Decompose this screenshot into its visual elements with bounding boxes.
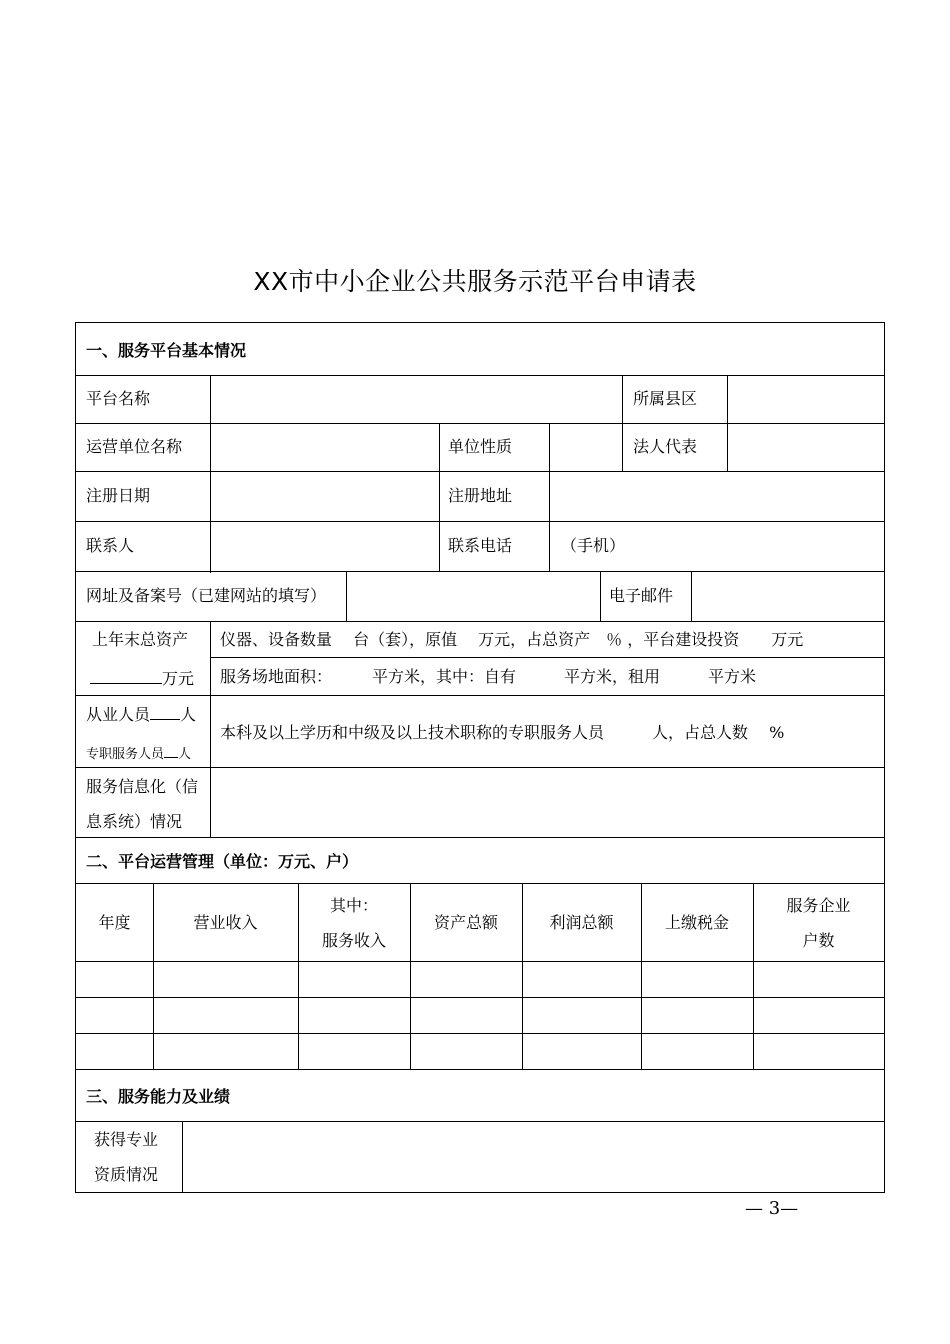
col-clients-line2: 户数 [802, 931, 835, 950]
staff-line [86, 705, 196, 725]
operator-name-label: 运营单位名称 [86, 437, 183, 456]
reg-address-label: 注册地址 [448, 486, 513, 505]
contact-label: 联系人 [86, 536, 135, 555]
reg-date-label: 注册日期 [86, 486, 151, 505]
unit-nature-label: 单位性质 [448, 437, 513, 456]
section3-heading: 三、服务能力及业绩 [86, 1087, 231, 1106]
assets-unit-line [90, 667, 194, 689]
info-label-line1: 服务信息化（信 [86, 777, 199, 796]
col-service-line2: 服务收入 [321, 931, 386, 950]
qualification-label-line1: 获得专业 [94, 1130, 159, 1149]
info-label-line2: 息系统）情况 [86, 812, 183, 831]
col-service-line1: 其中： [329, 896, 378, 915]
county-label: 所属县区 [633, 389, 698, 408]
col-tax: 上缴税金 [664, 913, 729, 932]
legal-rep-label: 法人代表 [633, 437, 698, 456]
phone-hint: （手机） [561, 536, 626, 555]
equipment-line: 仪器、设备数量 台（套），原值 万元，占总资产 ％ ，平台建设投资 万元 [220, 630, 804, 649]
assets-label: 上年末总资产 [92, 630, 189, 649]
assets-unit: 万元 [162, 669, 195, 688]
email-label: 电子邮件 [609, 586, 674, 605]
col-assets: 资产总额 [433, 913, 498, 932]
staff-detail: 本科及以上学历和中级及以上技术职称的专职服务人员 人，占总人数 % [220, 723, 785, 742]
col-clients-line1: 服务企业 [786, 896, 851, 915]
col-revenue: 营业收入 [193, 913, 258, 932]
section2-heading: 二、平台运营管理（单位：万元、户） [86, 852, 359, 871]
platform-name-label: 平台名称 [86, 389, 151, 408]
contact-phone-label: 联系电话 [448, 536, 513, 555]
application-form [75, 322, 885, 1193]
col-profit: 利润总额 [549, 913, 614, 932]
website-label: 网址及备案号（已建网站的填写） [86, 586, 327, 605]
area-line: 服务场地面积： 平方米，其中：自有 平方米，租用 平方米 [220, 667, 757, 686]
page-number: — 3— [745, 1198, 799, 1219]
col-year: 年度 [98, 913, 131, 932]
page-title: XX市中小企业公共服务示范平台申请表 [253, 267, 697, 296]
staff-label: 从业人员 [86, 705, 151, 724]
qualification-label-line2: 资质情况 [94, 1165, 159, 1184]
staff-unit: 人 [180, 705, 197, 724]
fulltime-staff-label: 专职服务人员 [86, 747, 165, 762]
fulltime-staff-line [86, 743, 191, 765]
section1-heading: 一、服务平台基本情况 [86, 341, 247, 360]
fulltime-staff-unit: 人 [178, 747, 192, 762]
